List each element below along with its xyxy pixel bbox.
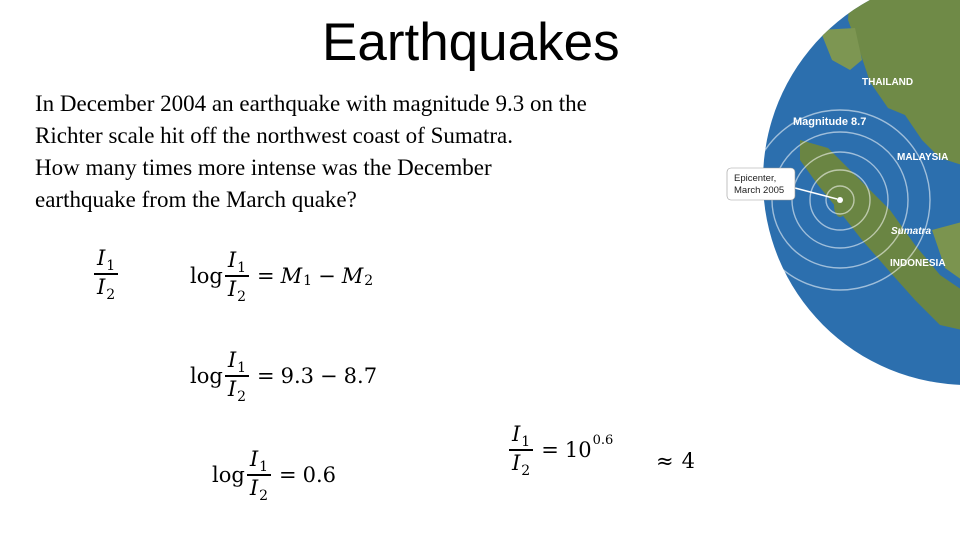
map-label-thailand: THAILAND: [862, 77, 914, 88]
equation-log-result: log $\frac{I_1}{I_2}$ = 0.6: [212, 447, 337, 504]
paragraph-line: earthquake from the March quake?: [35, 187, 357, 212]
map-label-epicenter: Epicenter,: [734, 173, 777, 184]
question-paragraph: [35, 88, 775, 216]
intensity-ratio: [92, 246, 120, 302]
map-label-malaysia: MALAYSIA: [897, 152, 949, 163]
sumatra-epicenter-map: [700, 0, 960, 385]
paragraph-line: Richter scale hit off the northwest coast of Sumatra.: [35, 123, 513, 148]
map-label-sumatra: Sumatra: [891, 226, 932, 237]
equation-log-magnitude-difference: log $\frac{I_1}{I_2}$ = M 1 − M 2: [190, 248, 374, 305]
approximate-answer: ≈ 4: [656, 449, 695, 473]
equation-log-substituted: log $\frac{I_1}{I_2}$ = 9.3 − 8.7: [190, 348, 378, 405]
equation-power-of-ten: $\frac{I_1}{I_2}$ = 10 0.6: [507, 422, 613, 478]
fraction: $\frac{I_1}{I_2}$: [225, 248, 249, 304]
map-label-indonesia: INDONESIA: [890, 258, 946, 269]
fraction: $\frac{I_1}{I_2}$: [509, 422, 533, 478]
map-label-magnitude: Magnitude 8.7: [793, 116, 867, 128]
fraction: $\frac{I_1}{I_2}$: [247, 447, 271, 503]
paragraph-line: How many times more intense was the December: [35, 155, 492, 180]
slide-title: Earthquakes: [322, 13, 620, 72]
paragraph-line: In December 2004 an earthquake with magnitude 9.3 on the: [35, 91, 587, 116]
map-label-epicenter-date: March 2005: [734, 185, 785, 196]
fraction: $\frac{I_1}{I_2}$: [94, 246, 118, 302]
fraction: $\frac{I_1}{I_2}$: [225, 348, 249, 404]
